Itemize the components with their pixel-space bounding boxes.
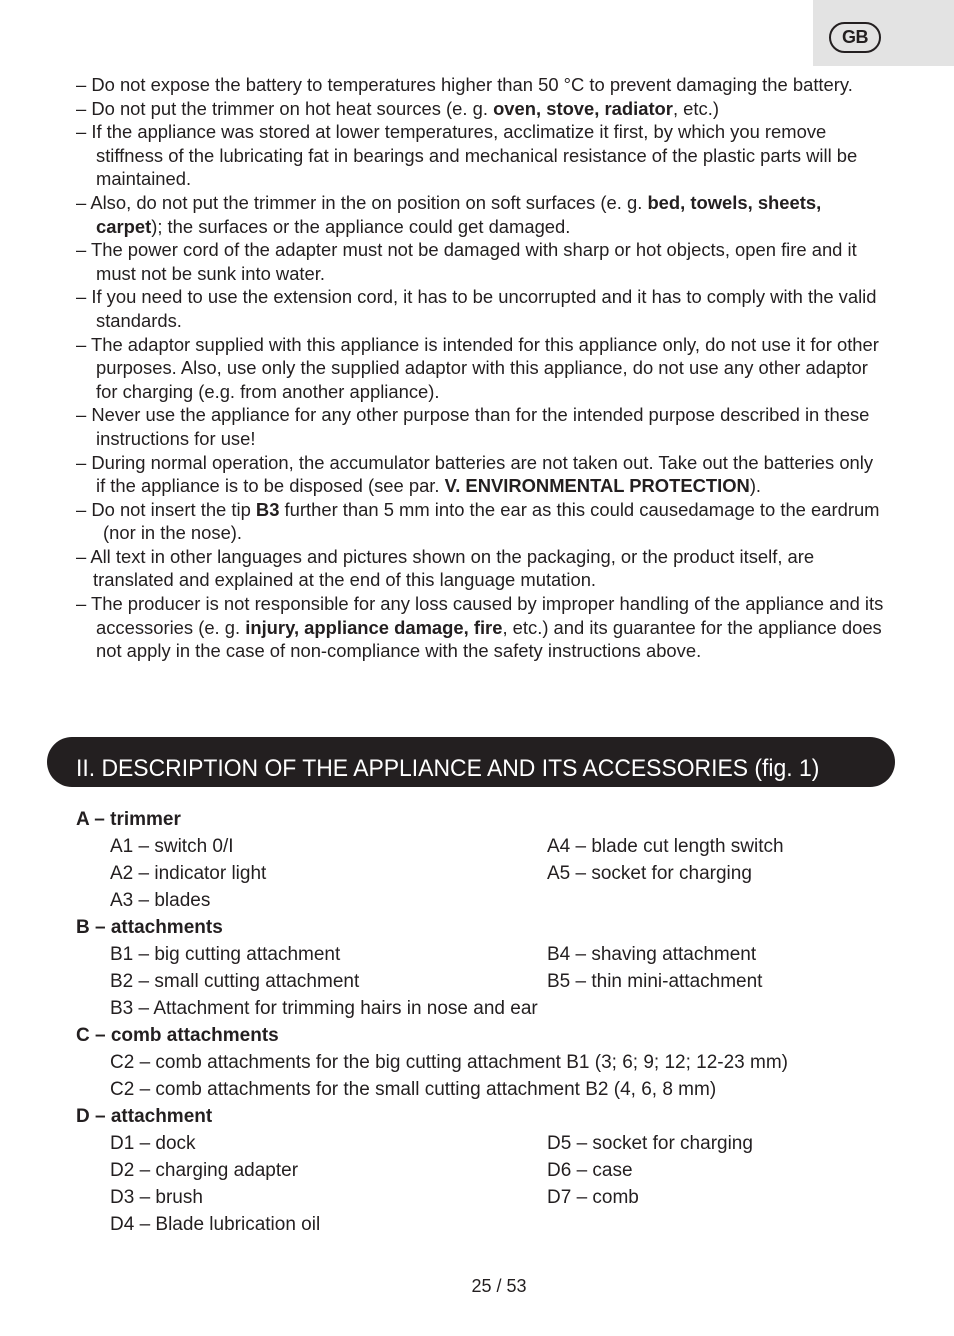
safety-item: – Do not expose the battery to temperatures higher than 50 °C to prevent damaging the battery. [76,74,853,95]
list-item: D3 – brush D7 – comb [110,1187,639,1208]
language-tab [813,0,954,66]
list-item: B3 – Attachment for trimming hairs in nose and ear [110,998,538,1019]
list-item: C2 – comb attachments for the big cutting attachment B1 (3; 6; 9; 12; 12-23 mm) [110,1052,789,1073]
safety-item: – Never use the appliance for any other purpose than for the intended purpose described in these instructions for use! [76,404,870,449]
section-title: II. DESCRIPTION OF THE APPLIANCE AND ITS ACCESSORIES (fig. 1) [76,755,820,782]
safety-item: – The power cord of the adapter must not be damaged with sharp or hot objects, open fire and it must not be sunk into water. [76,239,857,284]
safety-item: – If you need to use the extension cord, it has to be uncorrupted and it has to comply with the valid standards. [76,286,877,331]
section-banner [47,737,895,787]
parts-list [76,806,876,1238]
list-item: B2 – small cutting attachment B5 – thin mini-attachment [110,971,763,992]
list-item: D2 – charging adapter D6 – case [110,1160,633,1181]
list-item: A2 – indicator light A5 – socket for charging [110,863,752,884]
safety-item: – The adaptor supplied with this appliance is intended for this appliance only, do not use it for other purposes. Also, use only the supplied adaptor with this appliance, do not use any other adaptor for charging (e.g. from another appliance). [76,333,879,402]
list-item: C2 – comb attachments for the small cutting attachment B2 (4, 6, 8 mm) [110,1079,717,1100]
group-title: C – comb attachments [76,1025,279,1046]
safety-instructions [76,73,886,663]
group-title: D – attachment [76,1106,213,1127]
safety-item: – If the appliance was stored at lower temperatures, acclimatize it first, by which you remove stiffness of the lubricating fat in bearings and mechanical resistance of the plastic parts will be maintained. [76,121,858,190]
page-number: 25 / 53 [471,1276,527,1296]
safety-item: – Do not insert the tip B3 further than 5 mm into the ear as this could causedamage to the eardrum (nor in the nose). [76,498,880,544]
safety-item: – The producer is not responsible for any loss caused by improper handling of the appliance and its accessories (e. g. injury, appliance damage, fire, etc.) and its guarantee for the appliance does not apply in the case of non-compliance with the safety instructions above. [76,593,884,662]
safety-item: – Also, do not put the trimmer in the on position on soft surfaces (e. g. bed, towels, sheets, carpet); the surfaces or the appliance could get damaged. [76,191,822,237]
safety-item: – All text in other languages and pictures shown on the packaging, or the product itself, are translated and explained at the end of this language mutation. [76,545,815,591]
safety-item: – Do not put the trimmer on hot heat sources (e. g. oven, stove, radiator, etc.) [76,97,719,119]
list-item: D1 – dock D5 – socket for charging [110,1133,753,1154]
group-title: A – trimmer [76,809,181,830]
list-item: A1 – switch 0/I A4 – blade cut length switch [110,836,784,857]
list-item: A3 – blades [110,890,211,911]
group-title: B – attachments [76,917,223,938]
list-item: B1 – big cutting attachment B4 – shaving attachment [110,944,757,965]
safety-item: – During normal operation, the accumulator batteries are not taken out. Take out the batteries only if the appliance is to be disposed (see par. V. ENVIRONMENTAL PROTECTION). [76,451,874,497]
list-item: D4 – Blade lubrication oil [110,1214,321,1235]
language-badge: GB [829,22,881,53]
